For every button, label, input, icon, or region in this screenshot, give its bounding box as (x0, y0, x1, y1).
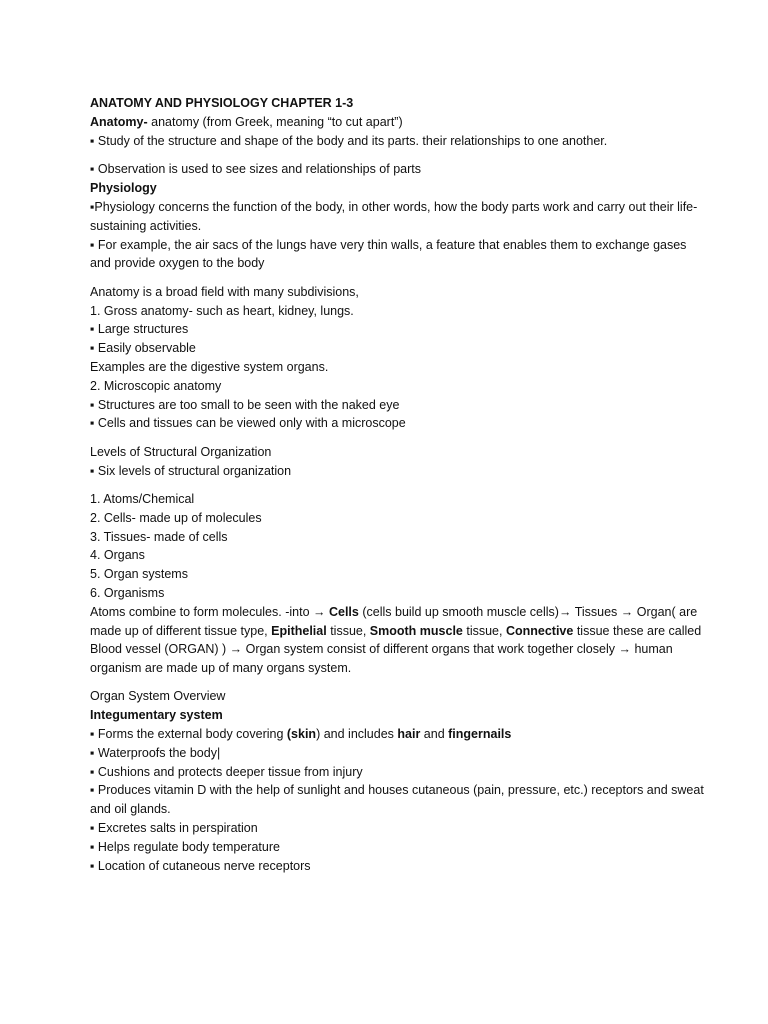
list-item: ▪ Excretes salts in perspiration (90, 821, 258, 836)
list-item: ▪ Produces vitamin D with the help of sunlight and houses cutaneous (pain, pressure, etc.) receptors and sweat and oil glands. (90, 783, 708, 817)
list-item: 5. Organ systems (90, 567, 188, 582)
list-item: ▪ Cushions and protects deeper tissue from injury (90, 764, 363, 779)
document-title: ANATOMY AND PHYSIOLOGY CHAPTER 1-3 (90, 96, 354, 110)
list-item: ▪ Waterproofs the body| (90, 745, 221, 760)
list-item: 2. Microscopic anatomy (90, 378, 222, 393)
physiology-paragraph: ▪Physiology concerns the function of the body, in other words, how the body parts work and carry out their life-sustaining activities. (90, 199, 698, 233)
arrow-icon: → (618, 642, 631, 657)
anatomy-bullet: ▪ Observation is used to see sizes and relationships of parts (90, 162, 421, 177)
list-item: ▪ Helps regulate body temperature (90, 839, 280, 854)
anatomy-definition: Anatomy- anatomy (from Greek, meaning “to cut apart”) (90, 114, 403, 129)
list-item: 1. Gross anatomy- such as heart, kidney, lungs. (90, 303, 354, 318)
list-item: ▪ Forms the external body covering (skin) and includes hair and fingernails (90, 727, 512, 742)
physiology-paragraph: ▪ For example, the air sacs of the lungs have very thin walls, a feature that enables them to exchange gases and provide oxygen to the body (90, 237, 690, 271)
list-item: 4. Organs (90, 548, 145, 563)
arrow-icon: → (558, 604, 572, 619)
list-item: ▪ Structures are too small to be seen with the naked eye (90, 397, 400, 412)
arrow-icon: → (229, 642, 243, 657)
list-item: ▪ Location of cutaneous nerve receptors (90, 858, 311, 873)
anatomy-heading: Anatomy- (90, 114, 148, 129)
list-item: 3. Tissues- made of cells (90, 529, 228, 544)
list-item: 6. Organisms (90, 585, 165, 600)
overview-heading: Organ System Overview (90, 689, 226, 704)
integumentary-heading: Integumentary system (90, 708, 223, 723)
list-item: ▪ Six levels of structural organization (90, 463, 292, 478)
list-item: 1. Atoms/Chemical (90, 491, 195, 506)
subdivisions-intro: Anatomy is a broad field with many subdivisions, (90, 284, 359, 299)
levels-heading: Levels of Structural Organization (90, 444, 272, 459)
list-item: 2. Cells- made up of molecules (90, 510, 262, 525)
list-item: ▪ Cells and tissues can be viewed only with a microscope (90, 416, 406, 431)
physiology-heading: Physiology (90, 181, 157, 196)
arrow-icon: → (620, 604, 634, 619)
list-item: Examples are the digestive system organs. (90, 359, 329, 374)
list-item: ▪ Large structures (90, 322, 189, 337)
levels-paragraph: Atoms combine to form molecules. -into → Cells (cells build up smooth muscle cells)→ Tissues → Organ( are made up of different tissue type, Epithelial tissue, Smooth muscle tissue, Connective tissue these are called Blood vessel (ORGAN) ) → Organ system consist of different organs that work together closely → human organism are made up of many organs system. (90, 604, 705, 676)
arrow-icon: → (313, 604, 326, 619)
anatomy-bullet: ▪ Study of the structure and shape of the body and its parts. their relationships to one another. (90, 133, 608, 148)
list-item: ▪ Easily observable (90, 341, 196, 356)
